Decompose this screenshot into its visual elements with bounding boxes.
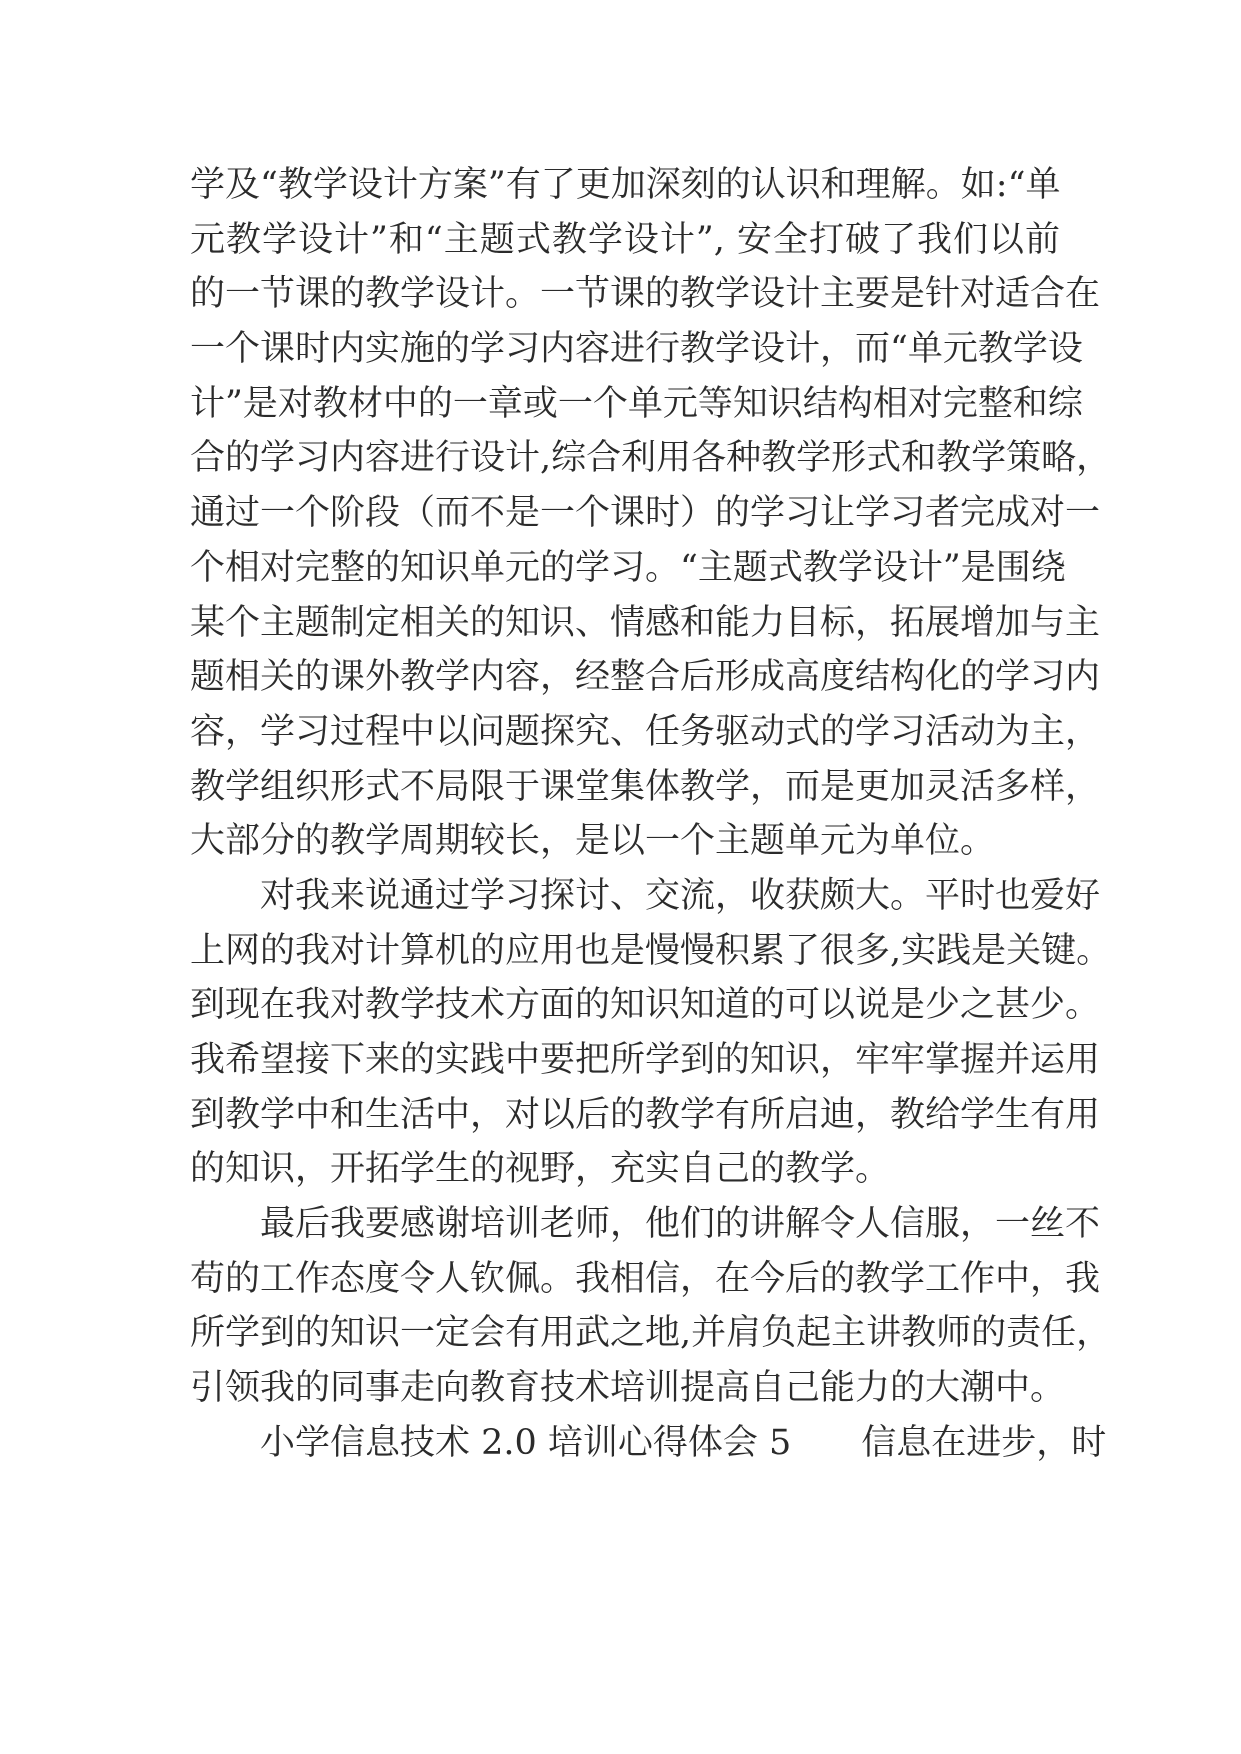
text-line: 通过一个阶段（而不是一个课时）的学习让学习者完成对一 — [190, 493, 1101, 534]
text-line: 我希望接下来的实践中要把所学到的知识，牢牢掌握并运用 — [190, 1040, 1101, 1080]
text-line: 上网的我对计算机的应用也是慢慢积累了很多,实践是关键。 — [190, 930, 1112, 971]
text-line: 合的学习内容进行设计,综合利用各种教学形式和教学策略， — [190, 438, 1112, 479]
text-line: 小学信息技术 2.0 培训心得体会 5 信息在进步，时 — [260, 1422, 1107, 1463]
body-text — [190, 158, 1112, 1471]
text-line: 教学组织形式不局限于课堂集体教学，而是更加灵活多样， — [190, 766, 1101, 807]
text-line: 的知识，开拓学生的视野，充实自己的教学。 — [190, 1149, 891, 1190]
text-line: 学及“教学设计方案”有了更加深刻的认识和理解。如:“单 — [190, 165, 1061, 205]
text-line: 的一节课的教学设计。一节课的教学设计主要是针对适合在 — [190, 274, 1101, 315]
text-line: 到现在我对教学技术方面的知识知道的可以说是少之甚少。 — [190, 985, 1101, 1026]
text-line: 苟的工作态度令人钦佩。我相信，在今后的教学工作中，我 — [190, 1258, 1101, 1299]
text-line: 对我来说通过学习探讨、交流，收获颇大。平时也爱好 — [260, 875, 1101, 916]
text-line: 最后我要感谢培训老师，他们的讲解令人信服，一丝不 — [260, 1204, 1101, 1245]
text-line: 个相对完整的知识单元的学习。“主题式教学设计”是围绕 — [190, 547, 1066, 588]
text-line: 到教学中和生活中，对以后的教学有所启迪，教给学生有用 — [190, 1094, 1101, 1135]
text-line: 所学到的知识一定会有用武之地,并肩负起主讲教师的责任， — [190, 1313, 1112, 1354]
text-line: 某个主题制定相关的知识、情感和能力目标，拓展增加与主 — [190, 602, 1101, 643]
text-line: 引领我的同事走向教育技术培训提高自己能力的大潮中。 — [190, 1368, 1066, 1409]
text-line: 题相关的课外教学内容，经整合后形成高度结构化的学习内 — [190, 657, 1101, 698]
text-line: 计”是对教材中的一章或一个单元等知识结构相对完整和综 — [190, 383, 1083, 424]
text-line: 元教学设计”和“主题式教学设计”, 安全打破了我们以前 — [190, 219, 1060, 260]
text-line: 大部分的教学周期较长，是以一个主题单元为单位。 — [190, 821, 996, 862]
text-line: 容，学习过程中以问题探究、任务驱动式的学习活动为主， — [190, 711, 1101, 752]
text-line: 一个课时内实施的学习内容进行教学设计，而“单元教学设 — [190, 329, 1083, 370]
